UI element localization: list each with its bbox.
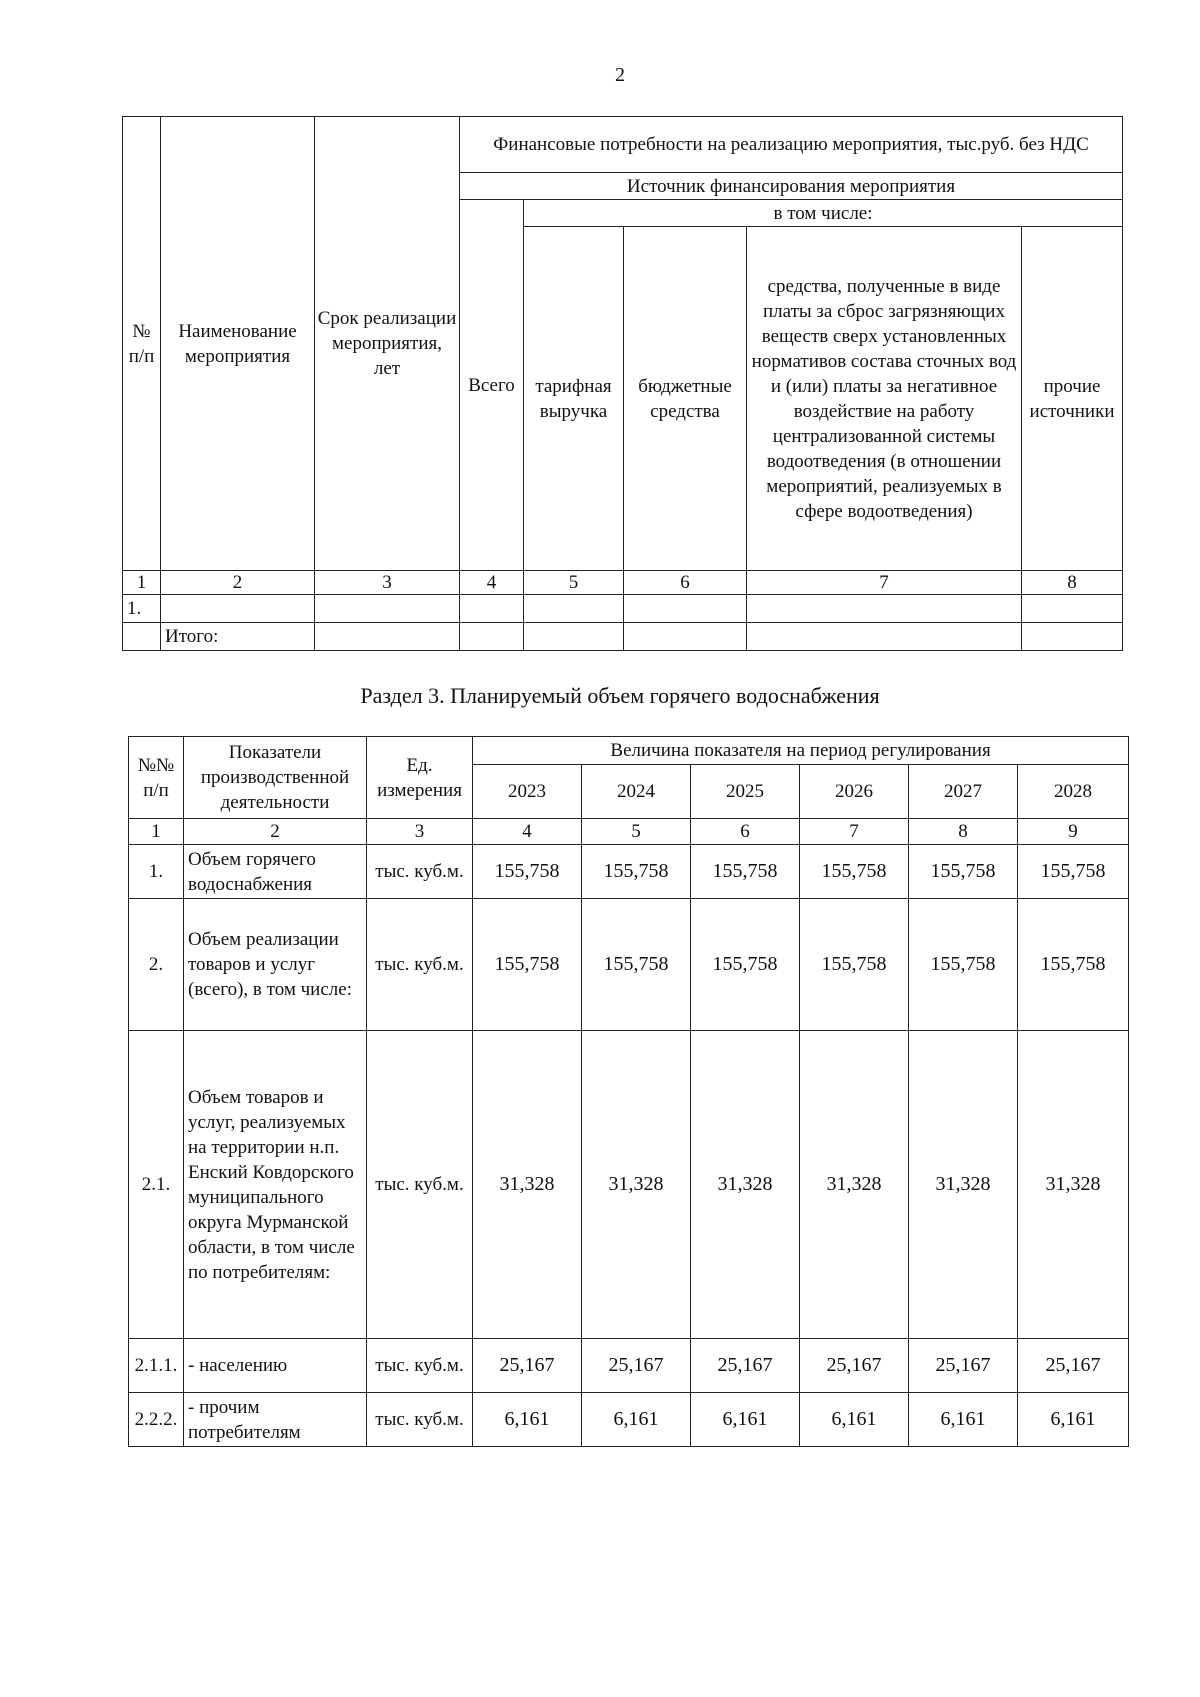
table-row <box>129 845 1129 899</box>
section-title: Раздел 3. Планируемый объем горячего водоснабжения <box>360 683 880 708</box>
empty-cell <box>460 623 524 651</box>
table-row <box>129 899 1129 1031</box>
empty-cell <box>1022 595 1123 623</box>
row-value: 25,167 <box>473 1339 582 1393</box>
index-cell: 1 <box>129 819 184 845</box>
index-cell: 3 <box>315 571 460 595</box>
empty-cell <box>315 595 460 623</box>
total-label: Итого: <box>161 623 315 651</box>
row-value: 31,328 <box>1018 1031 1129 1339</box>
row-value: 25,167 <box>582 1339 691 1393</box>
row-indicator: - населению <box>184 1339 367 1393</box>
year-header: 2025 <box>691 765 800 819</box>
year-header: 2023 <box>473 765 582 819</box>
row-unit: тыс. куб.м. <box>367 899 473 1031</box>
empty-cell <box>460 595 524 623</box>
empty-cell <box>123 623 161 651</box>
col-fees-header: средства, полученные в виде платы за сброс загрязняющих веществ сверх установленных нормативов состава сточных вод и (или) платы за негативное воздействие на работу централизованной системы водоотведения (в отношении мероприятий, реализуемых в сфере водоотведения) <box>747 227 1022 571</box>
table-row <box>129 1031 1129 1339</box>
index-row <box>129 819 1129 845</box>
row-indicator: Объем реализации товаров и услуг (всего), в том числе: <box>184 899 367 1031</box>
empty-cell <box>624 595 747 623</box>
row-number: 1. <box>123 595 161 623</box>
row-indicator: Объем товаров и услуг, реализуемых на территории н.п. Енский Ковдорского муниципального округа Мурманской области, в том числе по потребителям: <box>184 1031 367 1339</box>
index-cell: 8 <box>1022 571 1123 595</box>
row-value: 155,758 <box>582 899 691 1031</box>
row-value: 155,758 <box>800 845 909 899</box>
year-header: 2026 <box>800 765 909 819</box>
table-row <box>123 595 1123 623</box>
col-term-header: Срок реализации мероприятия, лет <box>315 117 460 571</box>
col-tariff-header: тарифная выручка <box>524 227 624 571</box>
including-header: в том числе: <box>524 200 1123 227</box>
col-other-header: прочие источники <box>1022 227 1123 571</box>
empty-cell <box>161 595 315 623</box>
index-cell: 1 <box>123 571 161 595</box>
col-num-header: №№ п/п <box>129 737 184 819</box>
row-number: 2.2.2. <box>129 1393 184 1447</box>
col-total-header: Всего <box>460 200 524 571</box>
col-unit-header: Ед. измерения <box>367 737 473 819</box>
year-header: 2024 <box>582 765 691 819</box>
index-row <box>123 571 1123 595</box>
index-cell: 6 <box>624 571 747 595</box>
row-value: 25,167 <box>1018 1339 1129 1393</box>
index-cell: 5 <box>582 819 691 845</box>
row-value: 155,758 <box>1018 845 1129 899</box>
empty-cell <box>524 595 624 623</box>
empty-cell <box>1022 623 1123 651</box>
row-value: 6,161 <box>800 1393 909 1447</box>
row-value: 6,161 <box>582 1393 691 1447</box>
row-value: 155,758 <box>800 899 909 1031</box>
empty-cell <box>524 623 624 651</box>
row-value: 25,167 <box>691 1339 800 1393</box>
year-header: 2028 <box>1018 765 1129 819</box>
col-num-header: № п/п <box>123 117 161 571</box>
row-value: 155,758 <box>582 845 691 899</box>
col-indicator-header: Показатели производственной деятельности <box>184 737 367 819</box>
row-value: 155,758 <box>473 899 582 1031</box>
fin-source-header: Источник финансирования мероприятия <box>460 173 1123 200</box>
year-header: 2027 <box>909 765 1018 819</box>
page-number: 2 <box>615 64 625 86</box>
index-cell: 2 <box>184 819 367 845</box>
row-unit: тыс. куб.м. <box>367 845 473 899</box>
index-cell: 7 <box>800 819 909 845</box>
row-number: 2.1.1. <box>129 1339 184 1393</box>
empty-cell <box>747 595 1022 623</box>
financing-table <box>122 116 1123 651</box>
empty-cell <box>624 623 747 651</box>
row-unit: тыс. куб.м. <box>367 1393 473 1447</box>
row-value: 6,161 <box>473 1393 582 1447</box>
empty-cell <box>315 623 460 651</box>
fin-needs-header: Финансовые потребности на реализацию мероприятия, тыс.руб. без НДС <box>460 117 1123 173</box>
row-value: 155,758 <box>909 899 1018 1031</box>
row-value: 25,167 <box>909 1339 1018 1393</box>
row-value: 155,758 <box>1018 899 1129 1031</box>
table-row <box>129 1339 1129 1393</box>
row-value: 155,758 <box>473 845 582 899</box>
row-value: 31,328 <box>473 1031 582 1339</box>
row-number: 2. <box>129 899 184 1031</box>
col-budget-header: бюджетные средства <box>624 227 747 571</box>
index-cell: 7 <box>747 571 1022 595</box>
row-value: 25,167 <box>800 1339 909 1393</box>
row-number: 1. <box>129 845 184 899</box>
index-cell: 3 <box>367 819 473 845</box>
row-indicator: Объем горячего водоснабжения <box>184 845 367 899</box>
col-name-header: Наименование мероприятия <box>161 117 315 571</box>
index-cell: 9 <box>1018 819 1129 845</box>
row-value: 155,758 <box>691 845 800 899</box>
row-indicator: - прочим потребителям <box>184 1393 367 1447</box>
row-unit: тыс. куб.м. <box>367 1339 473 1393</box>
row-number: 2.1. <box>129 1031 184 1339</box>
row-value: 6,161 <box>691 1393 800 1447</box>
index-cell: 2 <box>161 571 315 595</box>
row-value: 31,328 <box>691 1031 800 1339</box>
total-row <box>123 623 1123 651</box>
index-cell: 4 <box>473 819 582 845</box>
hot-water-table <box>128 736 1129 1447</box>
row-value: 6,161 <box>909 1393 1018 1447</box>
row-value: 6,161 <box>1018 1393 1129 1447</box>
table-row <box>129 1393 1129 1447</box>
index-cell: 4 <box>460 571 524 595</box>
empty-cell <box>747 623 1022 651</box>
index-cell: 5 <box>524 571 624 595</box>
row-value: 31,328 <box>582 1031 691 1339</box>
value-period-header: Величина показателя на период регулирования <box>473 737 1129 765</box>
row-value: 155,758 <box>691 899 800 1031</box>
row-value: 31,328 <box>800 1031 909 1339</box>
row-value: 31,328 <box>909 1031 1018 1339</box>
index-cell: 8 <box>909 819 1018 845</box>
index-cell: 6 <box>691 819 800 845</box>
row-value: 155,758 <box>909 845 1018 899</box>
row-unit: тыс. куб.м. <box>367 1031 473 1339</box>
